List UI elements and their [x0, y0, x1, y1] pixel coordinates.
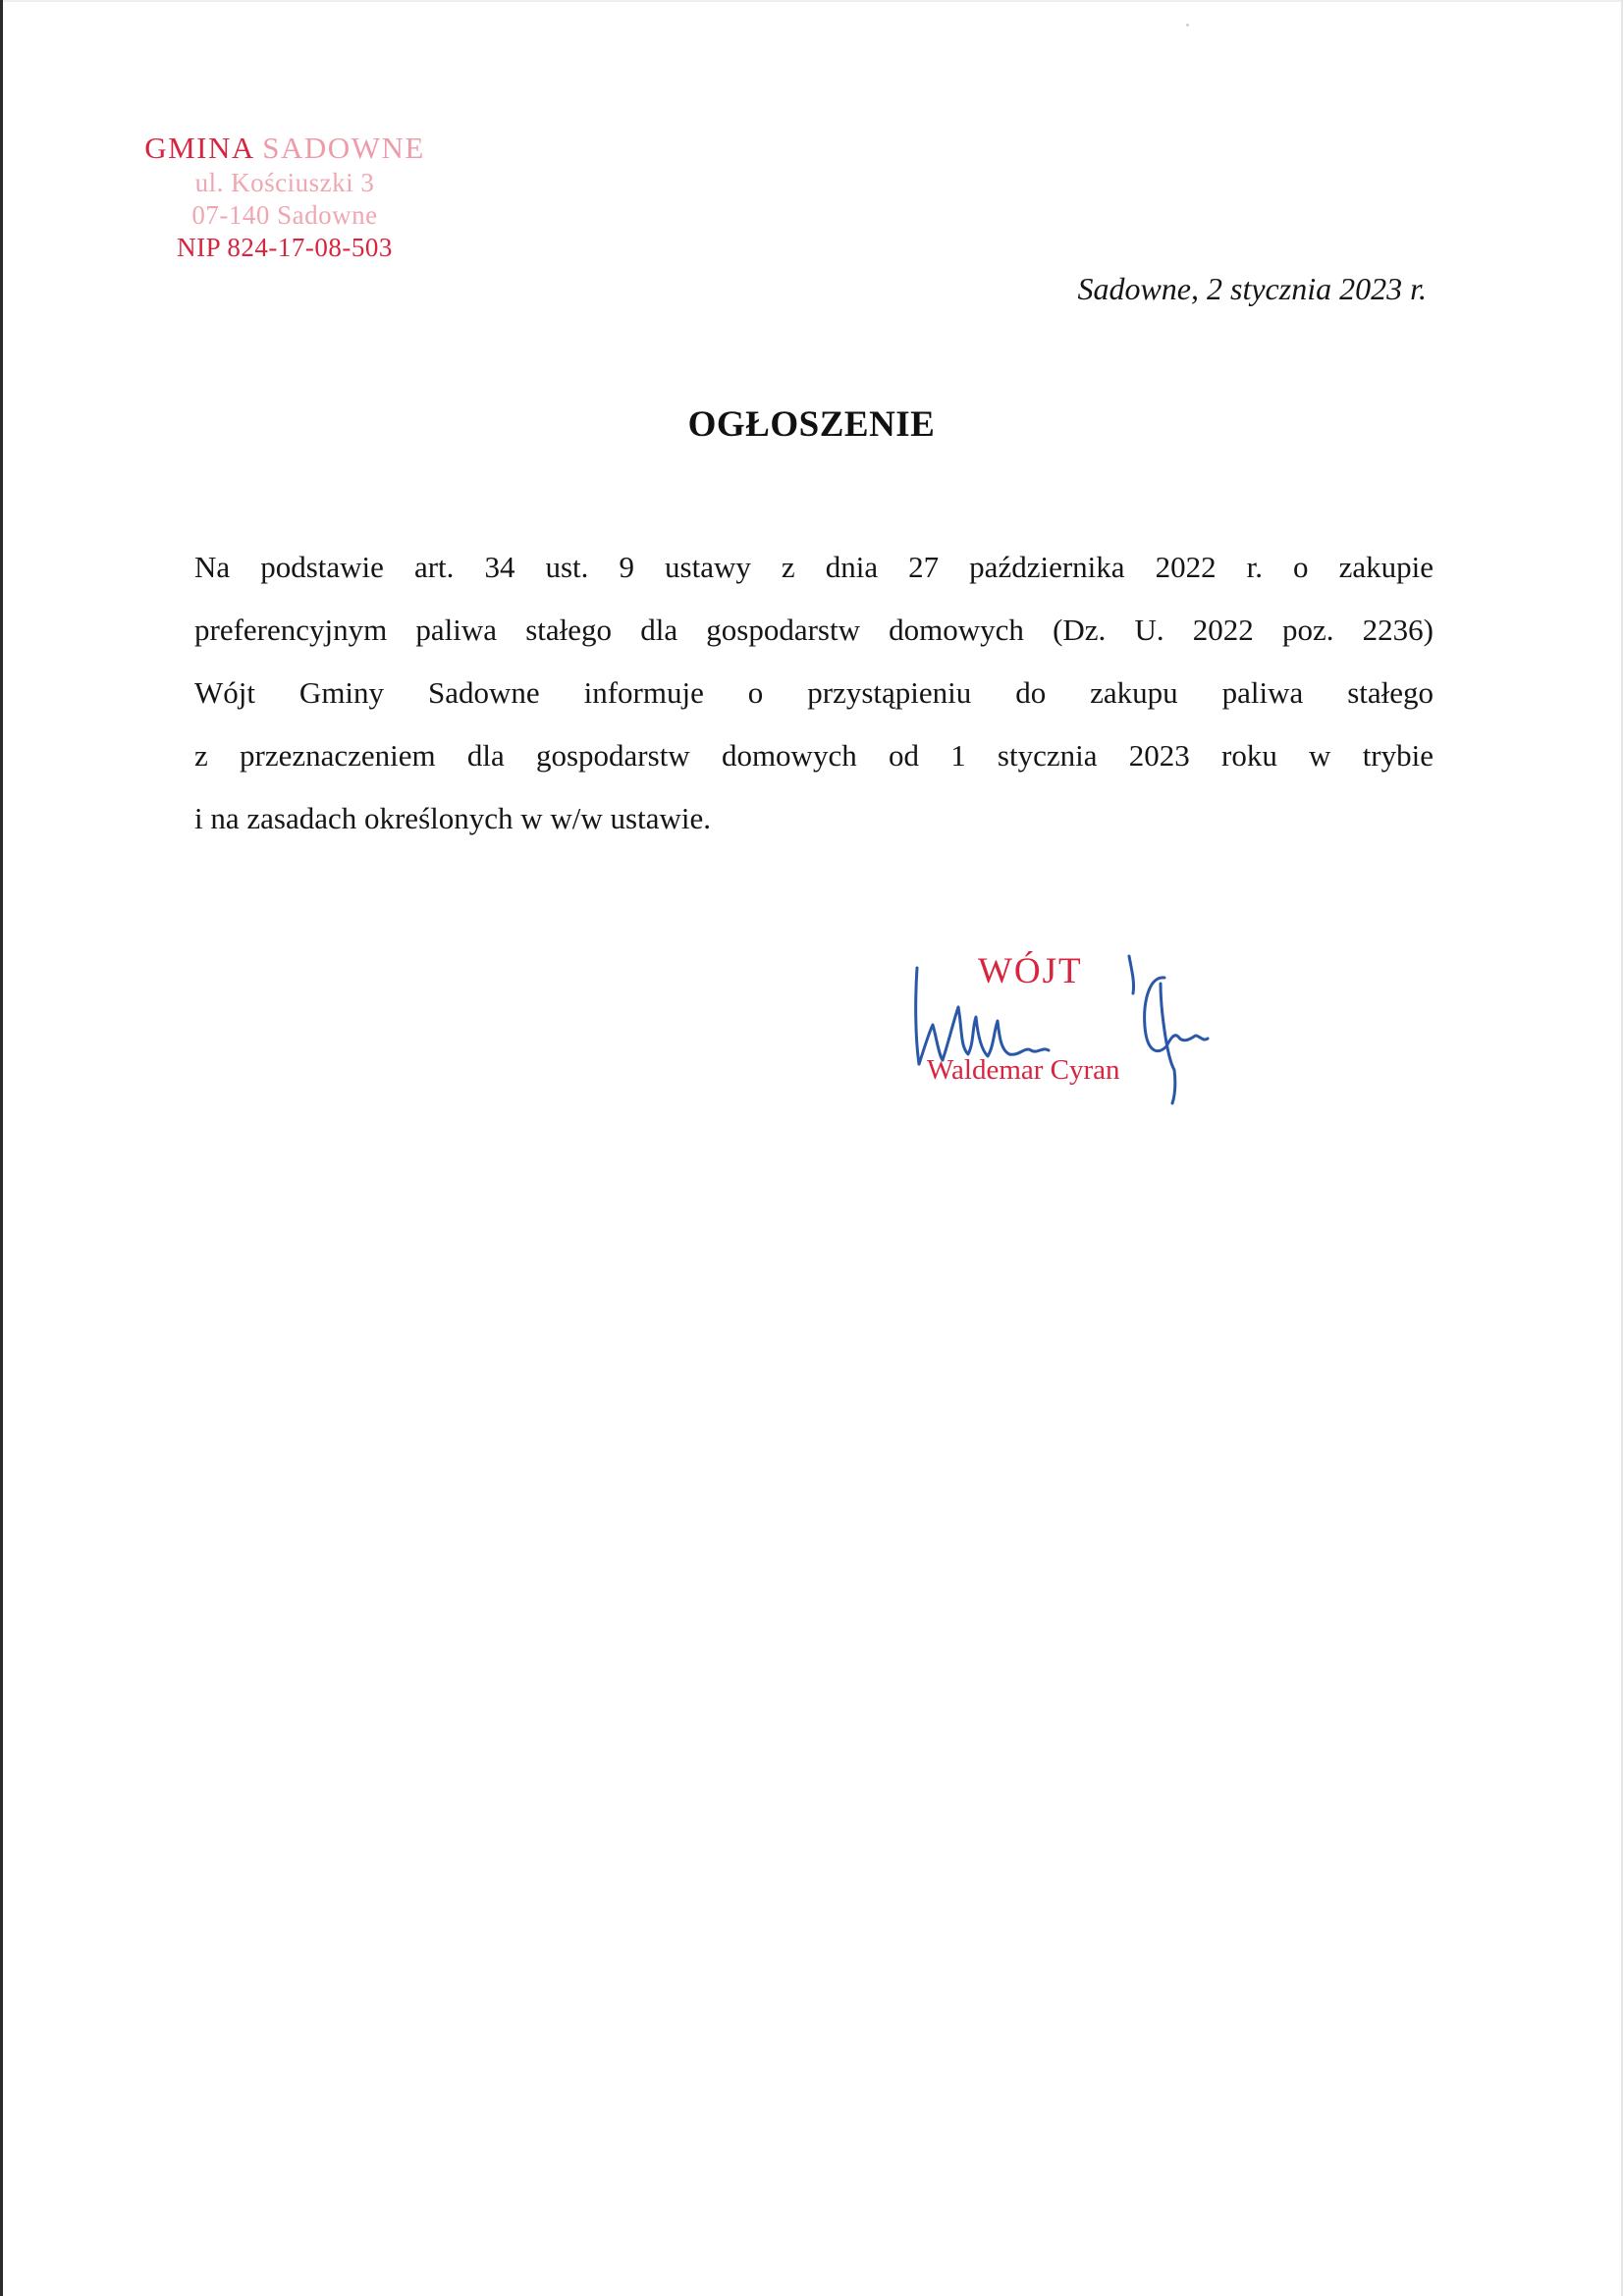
stamp-name	[108, 130, 461, 167]
signature-block	[903, 948, 1237, 1115]
municipality-stamp	[108, 130, 461, 264]
signature-stroke	[919, 1007, 958, 1064]
body-line: preferencyjnym paliwa stałego dla gospodarstw domowych (Dz. U. 2022 poz. 2236)	[194, 613, 1434, 647]
stamp-name-a: GMINA	[144, 131, 254, 165]
body-line: Wójt Gminy Sadowne informuje o przystąpieniu do zakupu paliwa stałego	[194, 675, 1434, 710]
document-title: OGŁOSZENIE	[687, 404, 936, 445]
signature-stroke	[916, 968, 919, 1064]
signature-stroke	[958, 1007, 1049, 1056]
place-and-date: Sadowne, 2 stycznia 2023 r.	[1077, 271, 1427, 306]
signature-stroke	[1161, 984, 1175, 1103]
stamp-postal: 07-140 Sadowne	[191, 199, 378, 230]
body-line: Na podstawie art. 34 ust. 9 ustawy z dnia 27 października 2022 r. o zakupie	[194, 550, 1434, 584]
signature-stroke	[1129, 956, 1134, 993]
scan-edge-top	[0, 0, 1623, 2]
stamp-street: ul. Kościuszki 3	[194, 167, 375, 197]
signature-stamp-title: WÓJT	[978, 951, 1083, 991]
handwritten-signature	[903, 948, 1237, 1115]
signature-stroke	[1145, 978, 1208, 1051]
scan-edge-left	[0, 0, 3, 2296]
scan-speck	[1186, 24, 1189, 27]
body-line: z przeznaczeniem dla gospodarstw domowych od 1 stycznia 2023 roku w trybie	[194, 738, 1434, 773]
stamp-nip: NIP 824-17-08-503	[177, 232, 393, 262]
signature-stamp-name: Waldemar Cyran	[927, 1054, 1120, 1086]
body-line: i na zasadach określonych w w/w ustawie.	[194, 801, 711, 835]
announcement-body	[194, 536, 1434, 850]
stamp-name-b: SADOWNE	[262, 131, 425, 165]
